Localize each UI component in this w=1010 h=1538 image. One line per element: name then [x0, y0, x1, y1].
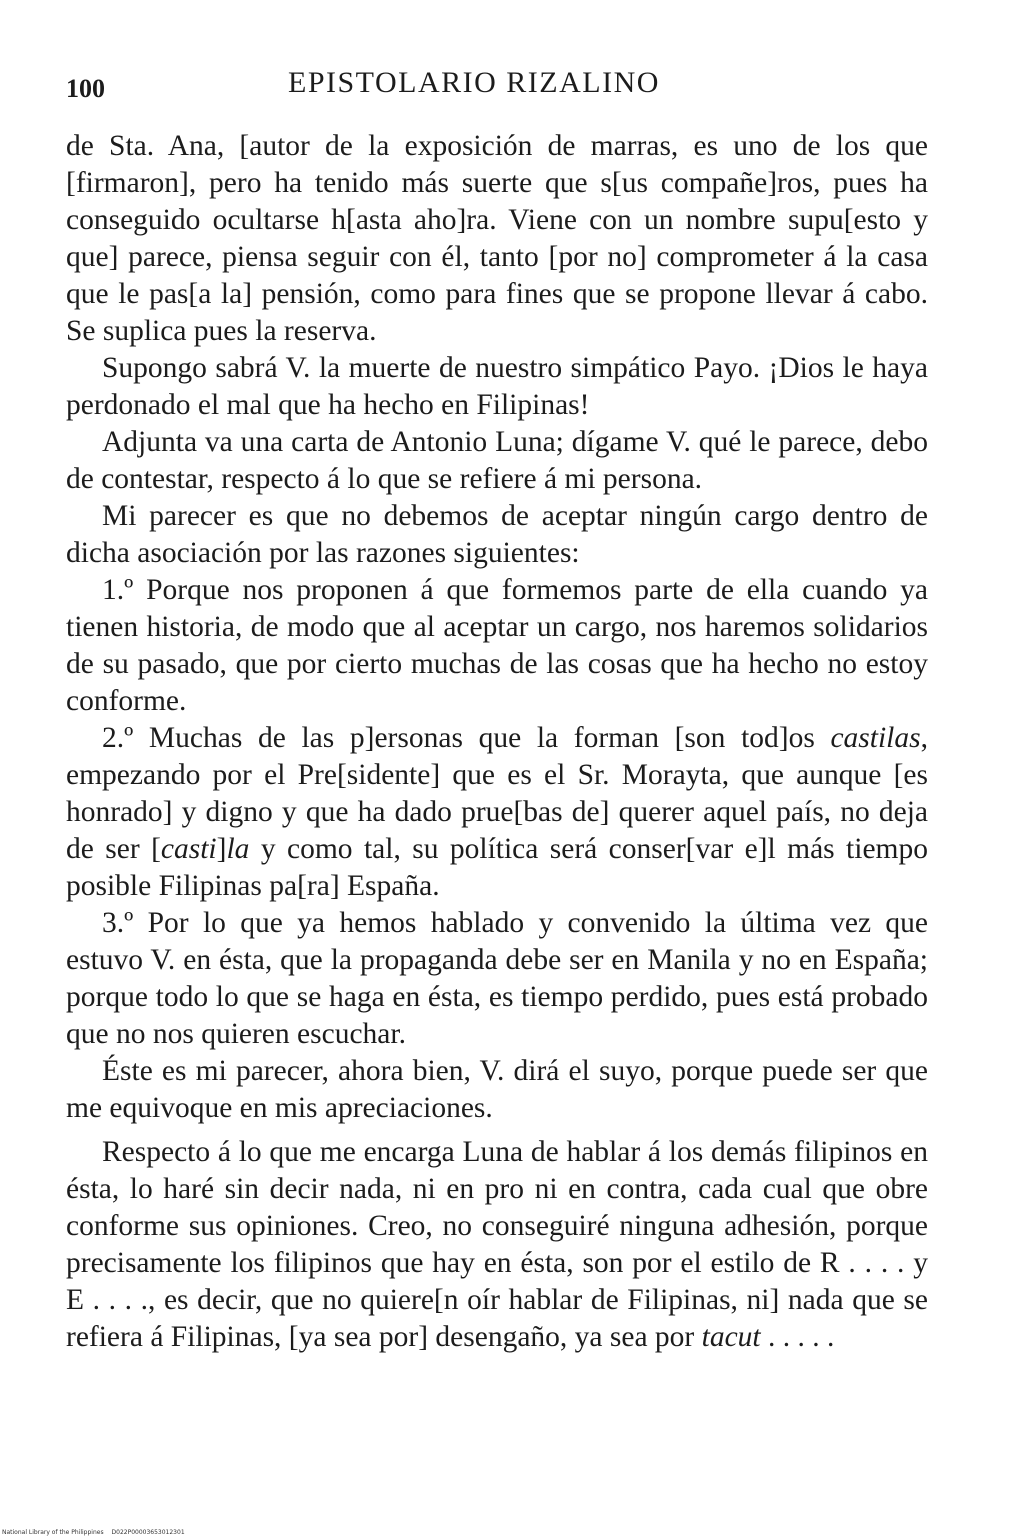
scan-footer: [2, 1529, 191, 1536]
italic-run: castilas: [830, 722, 921, 754]
text-run: 2.º Muchas de las p]ersonas que la forman [son tod]os: [102, 722, 831, 754]
library-name: National Library of the Philippines: [2, 1529, 104, 1536]
text-run: y como tal, su política será conser[var e]l más tiempo posible Filipinas pa[ra] España.: [66, 833, 928, 902]
italic-run: tacut: [701, 1321, 761, 1353]
paragraph: Mi parecer es que no debemos de aceptar ningún cargo dentro de dicha asociación por las razones siguientes:: [66, 500, 928, 569]
paragraph: Éste es mi parecer, ahora bien, V. dirá el suyo, porque puede ser que me equivoque en mis apreciaciones.: [66, 1055, 928, 1124]
scan-code: D022P00003653012301: [111, 1529, 185, 1536]
running-title: EPISTOLARIO RIZALINO: [288, 66, 660, 99]
paragraph: [66, 1134, 928, 1356]
text-run: ]: [216, 833, 227, 865]
paragraph: [66, 720, 928, 905]
letter-body: [66, 128, 928, 1356]
italic-run: la: [226, 833, 250, 865]
text-run: . . . . .: [760, 1321, 835, 1353]
text-run: Respecto á lo que me encarga Luna de hablar á los demás filipinos en ésta, lo haré sin decir nada, ni en pro ni en contra, cada cual que obre conforme sus opiniones. Creo, no conseguiré ninguna adhesión, porque precisamente los filipinos que hay en ésta, son por el estilo de R . . . . y E . . . ., es decir, que no quiere[n oír hablar de Filipinas, ni] nada que se refiera á Filipinas, [ya sea por] desengaño, ya sea por: [66, 1136, 928, 1353]
text-run: , empezando por el Pre[sidente] que es el Sr. Morayta, que aunque [es honrado] y digno y que ha dado prue[bas de] querer aquel país, no deja de ser [: [66, 722, 928, 865]
paragraph: 1.º Porque nos proponen á que formemos parte de ella cuando ya tienen historia, de modo que al aceptar un cargo, nos haremos solidarios de su pasado, que por cierto muchas de las cosas que ha hecho no estoy conforme.: [66, 574, 928, 717]
page-number: 100: [66, 74, 105, 103]
page-header: [66, 66, 926, 110]
paragraph: Adjunta va una carta de Antonio Luna; dígame V. qué le parece, debo de contestar, respecto á lo que se refiere á mi persona.: [66, 426, 928, 495]
italic-run: casti: [160, 833, 217, 865]
paragraph: Supongo sabrá V. la muerte de nuestro simpático Payo. ¡Dios le haya perdonado el mal que ha hecho en Filipinas!: [66, 352, 928, 421]
paragraph: 3.º Por lo que ya hemos hablado y convenido la última vez que estuvo V. en ésta, que la propaganda debe ser en Manila y no en España; porque todo lo que se haga en ésta, es tiempo perdido, pues está probado que no nos quieren escuchar.: [66, 907, 928, 1050]
paragraph: de Sta. Ana, [autor de la exposición de marras, es uno de los que [firmaron], pero ha tenido más suerte que s[us compañe]ros, pues ha conseguido ocultarse h[asta aho]ra. Viene con un nombre supu[esto y que] parece, piensa seguir con él, tanto [por no] comprometer á la casa que le pas[a la] pensión, como para fines que se propone llevar á cabo. Se suplica pues la reserva.: [66, 130, 928, 347]
